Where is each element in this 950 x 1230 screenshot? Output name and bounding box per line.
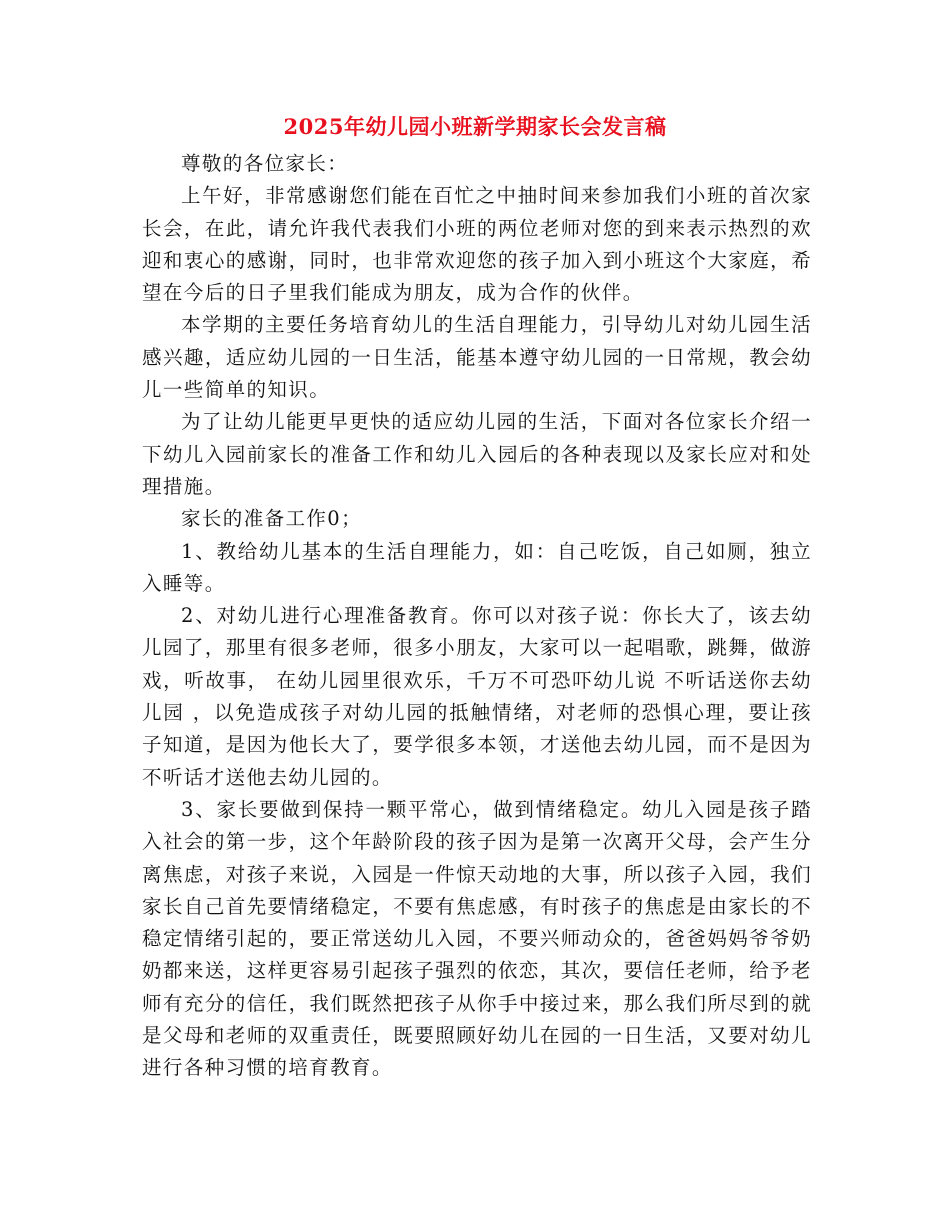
preparation-item-3: 3、家长要做到保持一颗平常心，做到情绪稳定。幼儿入园是孩子踏入社会的第一步，这个年龄阶段的孩子因为是第一次离开父母，会产生分离焦虑，对孩子来说，入园是一件惊天动地的大事，所以孩子入园，我们家长自己首先要情绪稳定，不要有焦虑感，有时孩子的焦虑是由家长的不稳定情绪引起的，要正常送幼儿入园，不要兴师动众的，爸爸妈妈爷爷奶奶都来送，这样更容易引起孩子强烈的依恋，其次，要信任老师，给予老师有充分的信任，我们既然把孩子从你手中接过来，那么我们所尽到的就是父母和老师的双重责任，既要照顾好幼儿在园的一日生活，又要对幼儿进行各种习惯的培育教育。	[142, 797, 812, 1080]
preparation-heading: 家长的准备工作0；	[181, 507, 363, 531]
preparation-item-1: 1、教给幼儿基本的生活自理能力，如：自己吃饭，自己如厕，独立入睡等。	[142, 539, 812, 595]
preparation-item-2: 2、对幼儿进行心理准备教育。你可以对孩子说：你长大了，该去幼儿园了，那里有很多老师，很多小朋友，大家可以一起唱歌，跳舞，做游戏，听故事， 在幼儿园里很欢乐，千万不可恐吓幼儿说 不听话送你去幼儿园 ，以免造成孩子对幼儿园的抵触情绪，对老师的恐惧心理，要让孩子知道，是因为他长大了，要学很多本领，才送他去幼儿园，而不是因为不听话才送他去幼儿园的。	[142, 604, 812, 789]
document-body	[142, 148, 812, 1085]
introduction-paragraph: 为了让幼儿能更早更快的适应幼儿园的生活，下面对各位家长介绍一下幼儿入园前家长的准备工作和幼儿入园后的各种表现以及家长应对和处理措施。	[142, 410, 812, 498]
document-title: 2025年幼儿园小班新学期家长会发言稿	[283, 114, 667, 139]
salutation-paragraph: 尊敬的各位家长：	[181, 152, 349, 175]
greeting-paragraph: 上午好，非常感谢您们能在百忙之中抽时间来参加我们小班的首次家长会，在此，请允许我代表我们小班的两位老师对您的到来表示热烈的欢迎和衷心的感谢，同时，也非常欢迎您的孩子加入到小班这个大家庭，希望在今后的日子里我们能成为朋友，成为合作的伙伴。	[142, 184, 812, 305]
semester-tasks-paragraph: 本学期的主要任务培育幼儿的生活自理能力，引导幼儿对幼儿园生活感兴趣，适应幼儿园的一日生活，能基本遵守幼儿园的一日常规，教会幼儿一些简单的知识。	[142, 313, 812, 402]
